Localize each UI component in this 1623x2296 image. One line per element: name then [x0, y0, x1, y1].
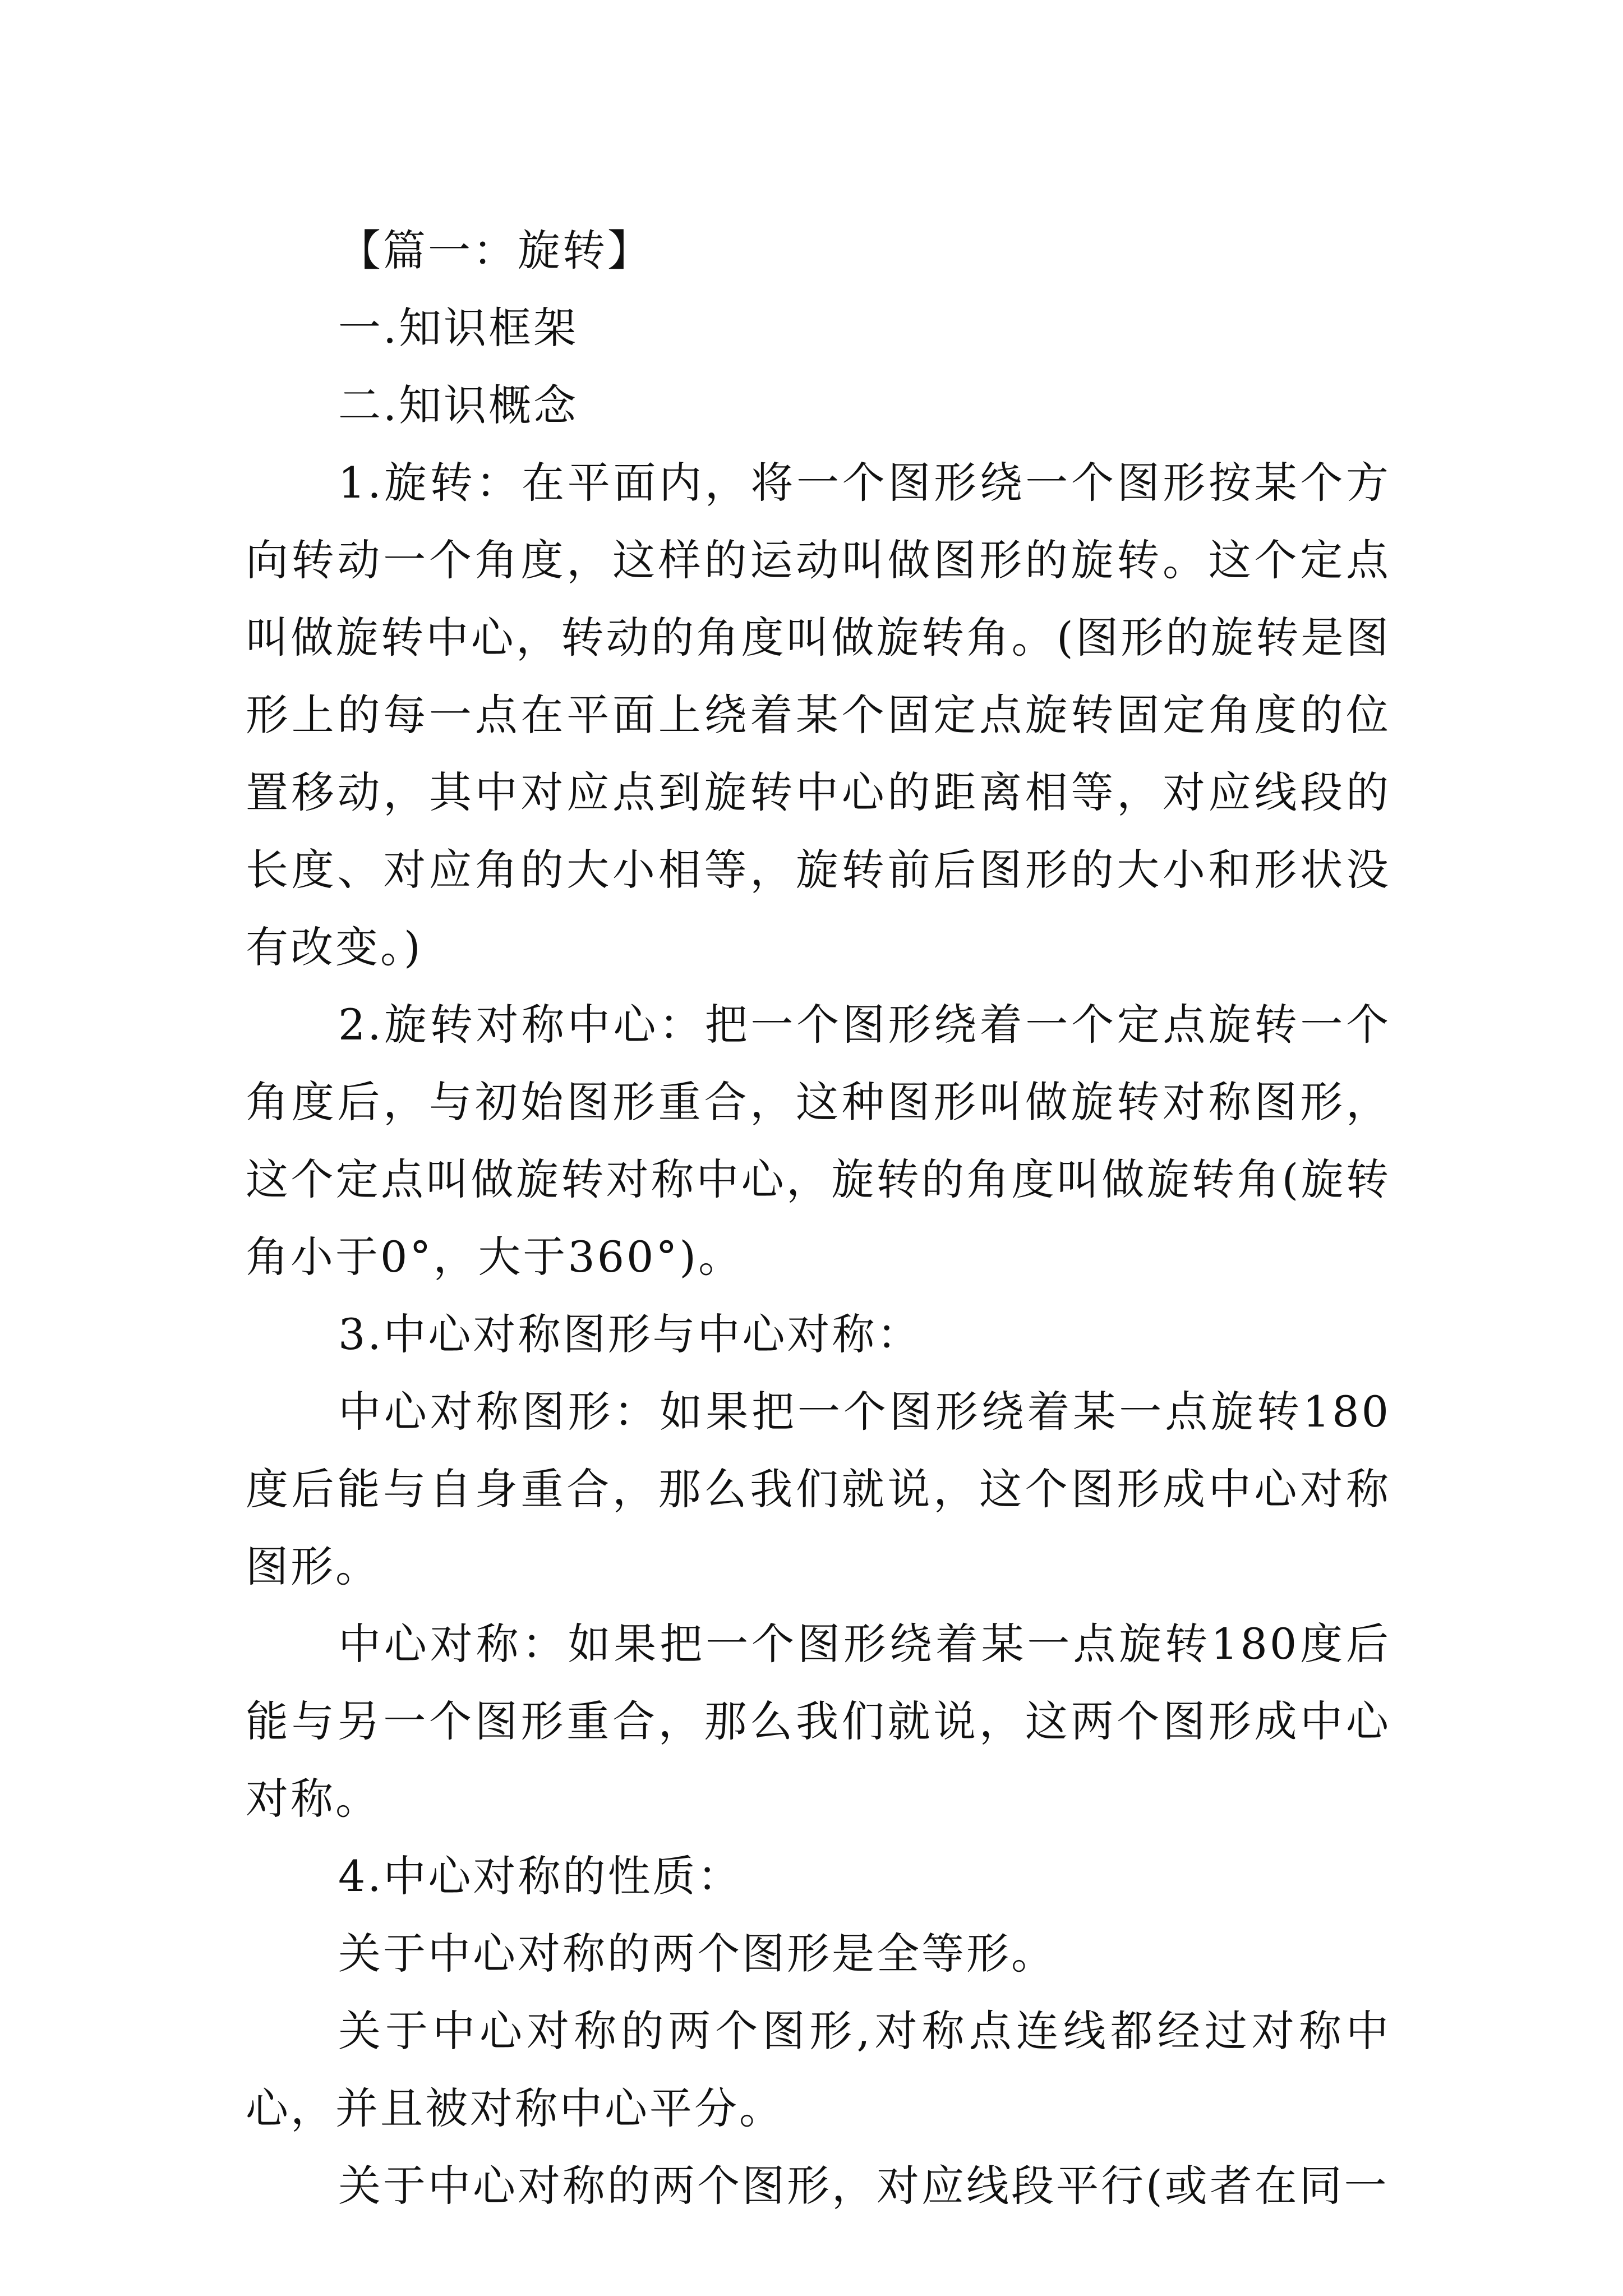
heading-central-symmetry-properties: 4.中心对称的性质： — [338, 1851, 743, 1901]
paragraph-central-symmetry: 中心对称：如果把一个图形绕着某一点旋转180度后能与另一个图形重合，那么我们就说，这两个图形成中心对称。 — [246, 1619, 1391, 1824]
paragraph-rotational-symmetry-center: 2.旋转对称中心：把一个图形绕着一个定点旋转一个角度后，与初始图形重合，这种图形叫做旋转对称图形，这个定点叫做旋转对称中心，旋转的角度叫做旋转角(旋转角小于0°，大于360°)。 — [246, 1000, 1391, 1282]
paragraph-property-parallel: 关于中心对称的两个图形，对应线段平行(或者在同一 — [338, 2161, 1389, 2211]
heading-central-symmetry: 3.中心对称图形与中心对称： — [338, 1309, 922, 1359]
heading-knowledge-concepts: 二.知识概念 — [338, 380, 579, 430]
paragraph-property-congruent: 关于中心对称的两个图形是全等形。 — [338, 1929, 1056, 1978]
paragraph-centrally-symmetric-figure: 中心对称图形：如果把一个图形绕着某一点旋转180度后能与自身重合，那么我们就说，这个图形成中心对称图形。 — [246, 1387, 1391, 1591]
section-title: 【篇一：旋转】 — [338, 226, 652, 275]
document-body — [246, 212, 1391, 2225]
paragraph-property-midpoint: 关于中心对称的两个图形,对称点连线都经过对称中心，并且被对称中心平分。 — [246, 2006, 1391, 2133]
paragraph-rotation-definition: 1.旋转：在平面内，将一个图形绕一个图形按某个方向转动一个角度，这样的运动叫做图形的旋转。这个定点叫做旋转中心，转动的角度叫做旋转角。(图形的旋转是图形上的每一点在平面上绕着某个固定点旋转固定角度的位置移动，其中对应点到旋转中心的距离相等，对应线段的长度、对应角的大小相等，旋转前后图形的大小和形状没有改变。) — [246, 458, 1391, 972]
heading-knowledge-framework: 一.知识框架 — [338, 303, 579, 353]
